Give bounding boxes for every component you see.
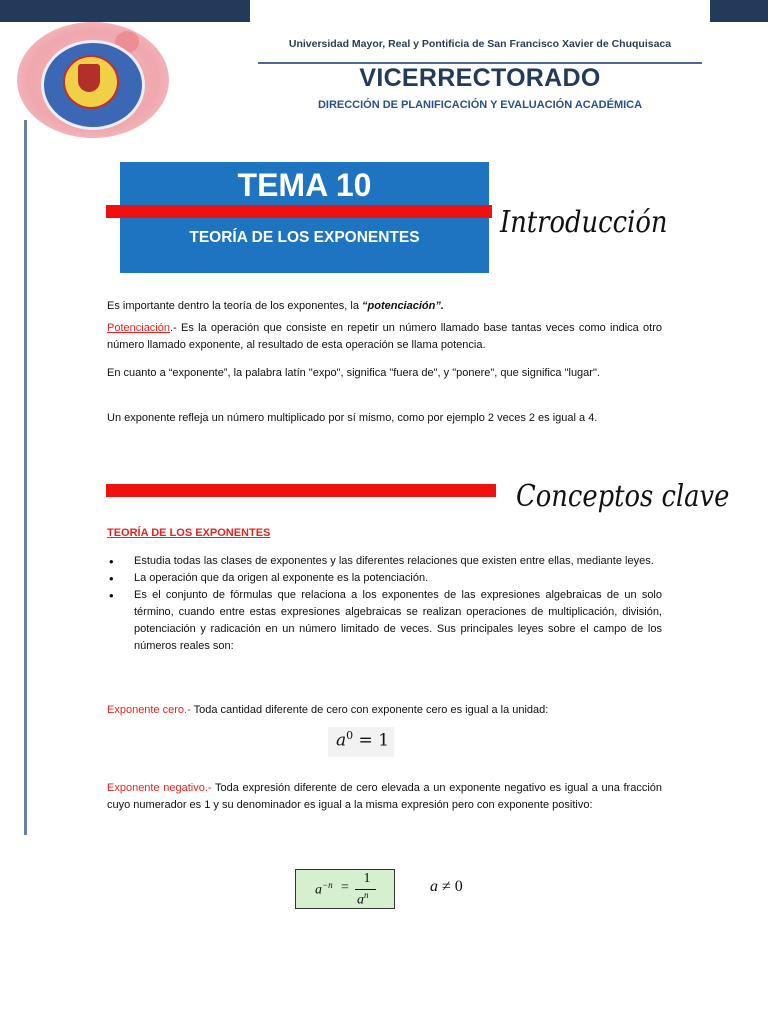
section-heading: TEORÍA DE LOS EXPONENTES [107,527,271,539]
formula-numerator: 1 [363,871,371,886]
intro-paragraph-1: Es importante dentro la teoría de los exponentes, la “potenciación”. [107,300,444,312]
law-zero-exponent: Exponente cero.- Toda cantidad diferente de cero con exponente cero es igual a la unidad: [107,704,549,716]
department-name: DIRECCIÓN DE PLANIFICACIÓN Y EVALUACIÓN ACADÉMICA [317,99,643,111]
intro-paragraph-3: En cuanto a “exponente”, la palabra latín "expo", significa "fuera de", y "ponere", que significa "lugar". [107,367,600,379]
concepts-heading: Conceptos clave [516,479,730,514]
negative-formula-box [295,869,395,909]
list-item: • Estudia todas las clases de exponentes y las diferentes relaciones que existen entre ellas, mediante leyes. [107,553,662,570]
intro-paragraph-2: Potenciación.- Es la operación que consiste en repetir un número llamado base tantas veces como indica otro número llamado exponente, al resultado de esta operación se llama potencia. [107,322,662,351]
topic-title: TEMA 10 [237,167,372,203]
office-title: VICERRECTORADO [359,64,601,92]
banner-red-stripe [106,205,492,218]
term-potenciacion: Potenciación [107,322,170,334]
formula-denominator: $a^n$ [357,890,369,908]
left-margin-rule [24,120,27,835]
list-item: • La operación que da origen al exponente es la potenciación. [107,570,662,587]
zero-formula: $a^0 = 1$ [336,729,390,751]
concepts-list [107,553,662,655]
list-item: • Es el conjunto de fórmulas que relaciona a los exponentes de las expresiones algebraicas de un solo término, cuando entre estas expresiones algebraicas se realizan operaciones de multiplicación, división, potenciación y radicación en un número limitado de veces. Sus principales leyes sobre el campo de los números reales son: [107,587,662,655]
law-negative-exponent: Exponente negativo.- Toda expresión diferente de cero elevada a un exponente negativo es igual a una fracción cuyo numerador es 1 y su denominador es igual a la misma expresión pero con exponente positivo: [107,782,662,811]
university-name: Universidad Mayor, Real y Pontificia de San Francisco Xavier de Chuquisaca [288,38,672,50]
concepts-red-stripe [106,484,496,497]
intro-paragraph-4: Un exponente refleja un número multiplicado por sí mismo, como por ejemplo 2 veces 2 es igual a 4. [107,412,598,424]
topic-subtitle: TEORÍA DE LOS EXPONENTES [189,229,420,246]
formula-equals: = [341,880,349,895]
formula-lhs: $a^{-n}$ [315,880,333,898]
top-bar-gap [250,0,710,22]
intro-heading: Introducción [500,205,668,240]
nonzero-condition: a ≠ 0 [430,878,463,895]
